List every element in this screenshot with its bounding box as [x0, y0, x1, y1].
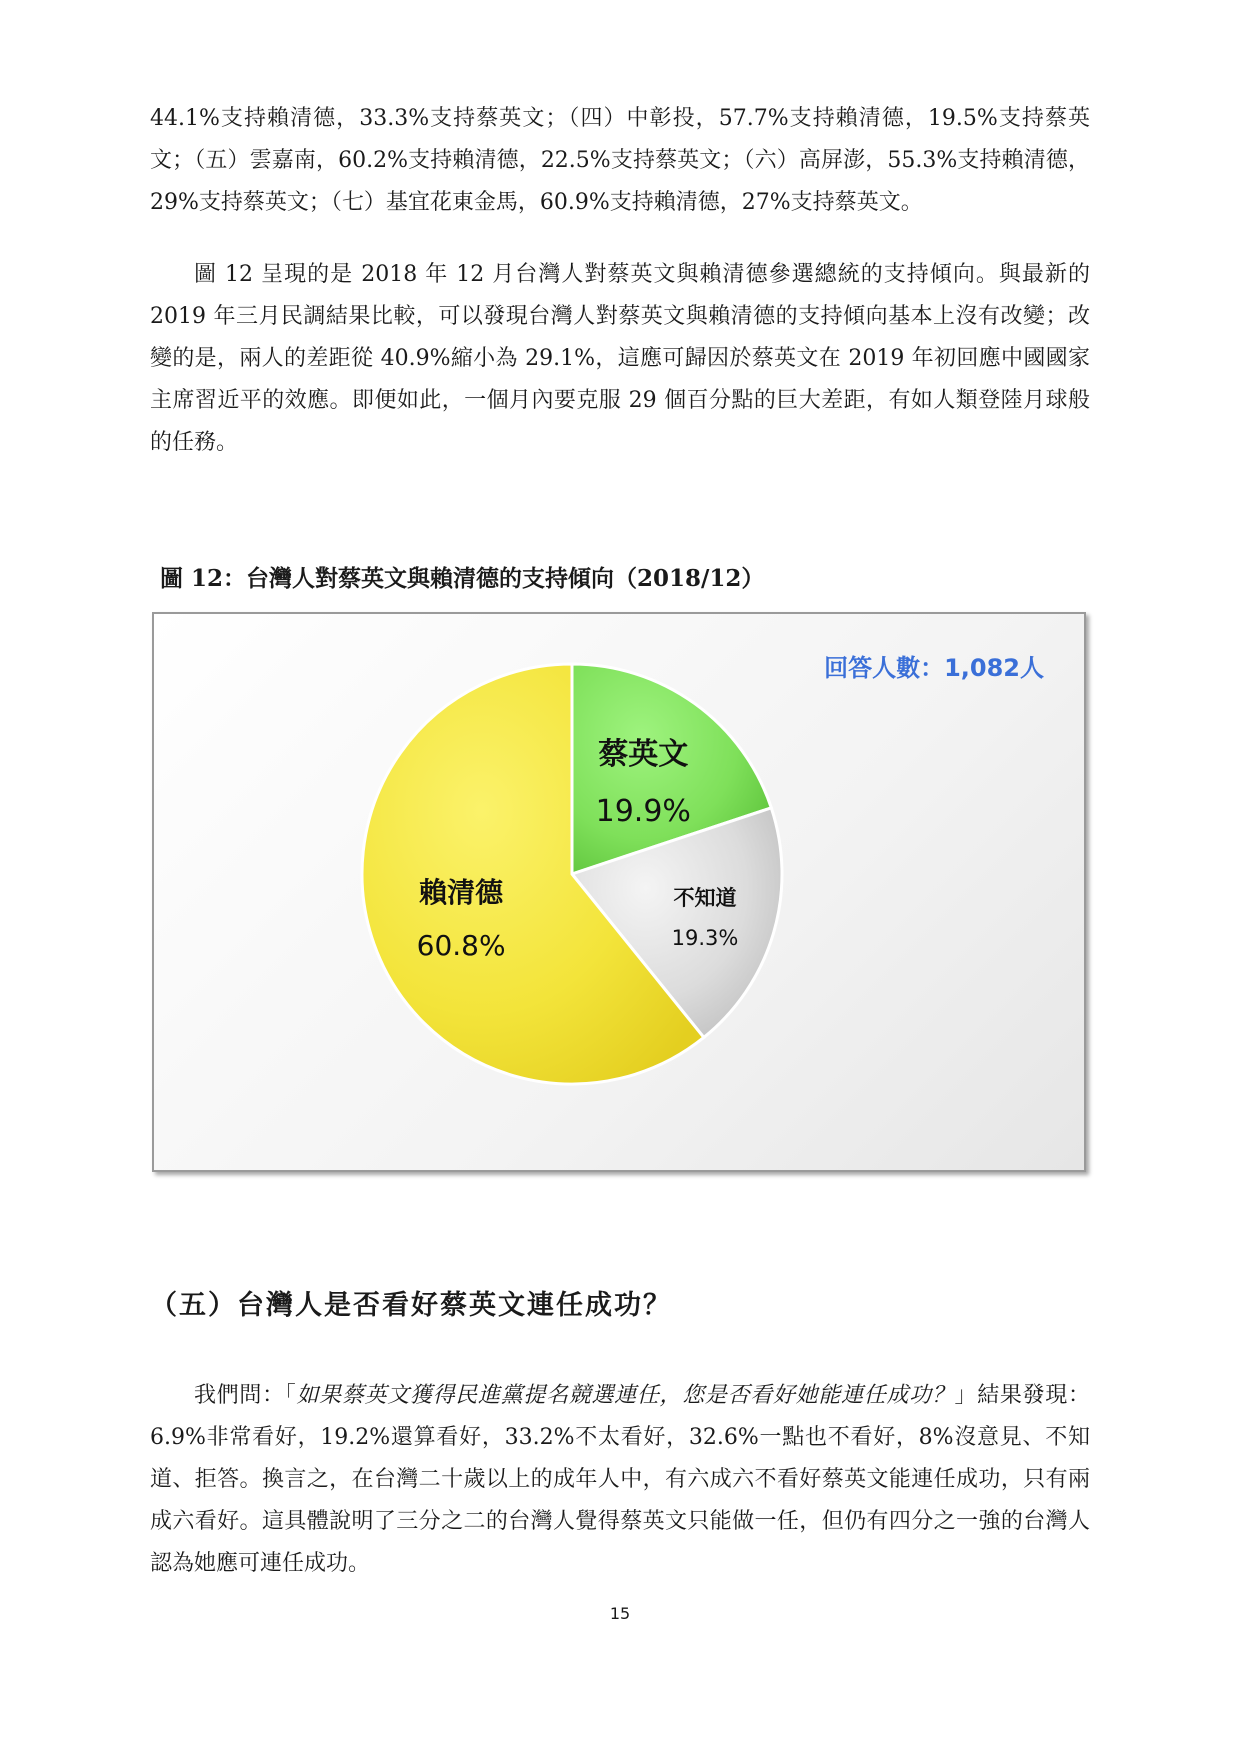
pie-slice-value-3: 60.8% — [416, 929, 506, 963]
pie-slice-name-2: 不知道 — [673, 886, 737, 911]
pie-slice-name-1: 蔡英文 — [598, 737, 689, 773]
pie-slice-value-1: 19.9% — [595, 794, 691, 830]
survey-question-quote: 如果蔡英文獲得民進黨提名競選連任，您是否看好她能連任成功？ — [296, 1383, 955, 1408]
figure-caption: 圖 12：台灣人對蔡英文與賴清德的支持傾向（2018/12） — [160, 565, 765, 592]
p3-rest: 」結果發現：6.9%非常看好，19.2%還算看好，33.2%不太看好，32.6%一點也不看好，8%沒意見、不知道、拒答。換言之，在台灣二十歲以上的成年人中，有六成六不看好蔡英文能連任成功，只有兩成六看好。這具體說明了三分之二的台灣人覺得蔡英文只能做一任，但仍有四分之一強的台灣人認為她應可連任成功。 — [150, 1383, 1090, 1576]
paragraph-reelection — [150, 1375, 1090, 1585]
pie-chart-frame — [152, 612, 1086, 1172]
paragraph-figure-12-intro: 圖 12 呈現的是 2018 年 12 月台灣人對蔡英文與賴清德參選總統的支持傾向。與最新的 2019 年三月民調結果比較，可以發現台灣人對蔡英文與賴清德的支持傾向基本上沒有改變；改變的是，兩人的差距從 40.9%縮小為 29.1%，這應可歸因於蔡英文在 2019 年初回應中國國家主席習近平的效應。即便如此，一個月內要克服 29 個百分點的巨大差距，有如人類登陸月球般的任務。 — [150, 262, 1090, 455]
pie-chart — [154, 614, 1084, 1170]
pie-slice-value-2: 19.3% — [671, 925, 739, 950]
page-number: 15 — [609, 1604, 631, 1623]
paragraph-regional-support: 44.1%支持賴清德，33.3%支持蔡英文；（四）中彰投，57.7%支持賴清德，19.5%支持蔡英文；（五）雲嘉南，60.2%支持賴清德，22.5%支持蔡英文；（六）高屏澎，55.3%支持賴清德，29%支持蔡英文；（七）基宜花東金馬，60.9%支持賴清德，27%支持蔡英文。 — [150, 106, 1090, 215]
respondent-count: 回答人數：1,082人 — [824, 654, 1044, 682]
section-heading: （五）台灣人是否看好蔡英文連任成功？ — [150, 1290, 672, 1321]
pie-slice-name-3: 賴清德 — [419, 875, 504, 909]
p3-intro: 我們問：「 — [194, 1383, 297, 1408]
